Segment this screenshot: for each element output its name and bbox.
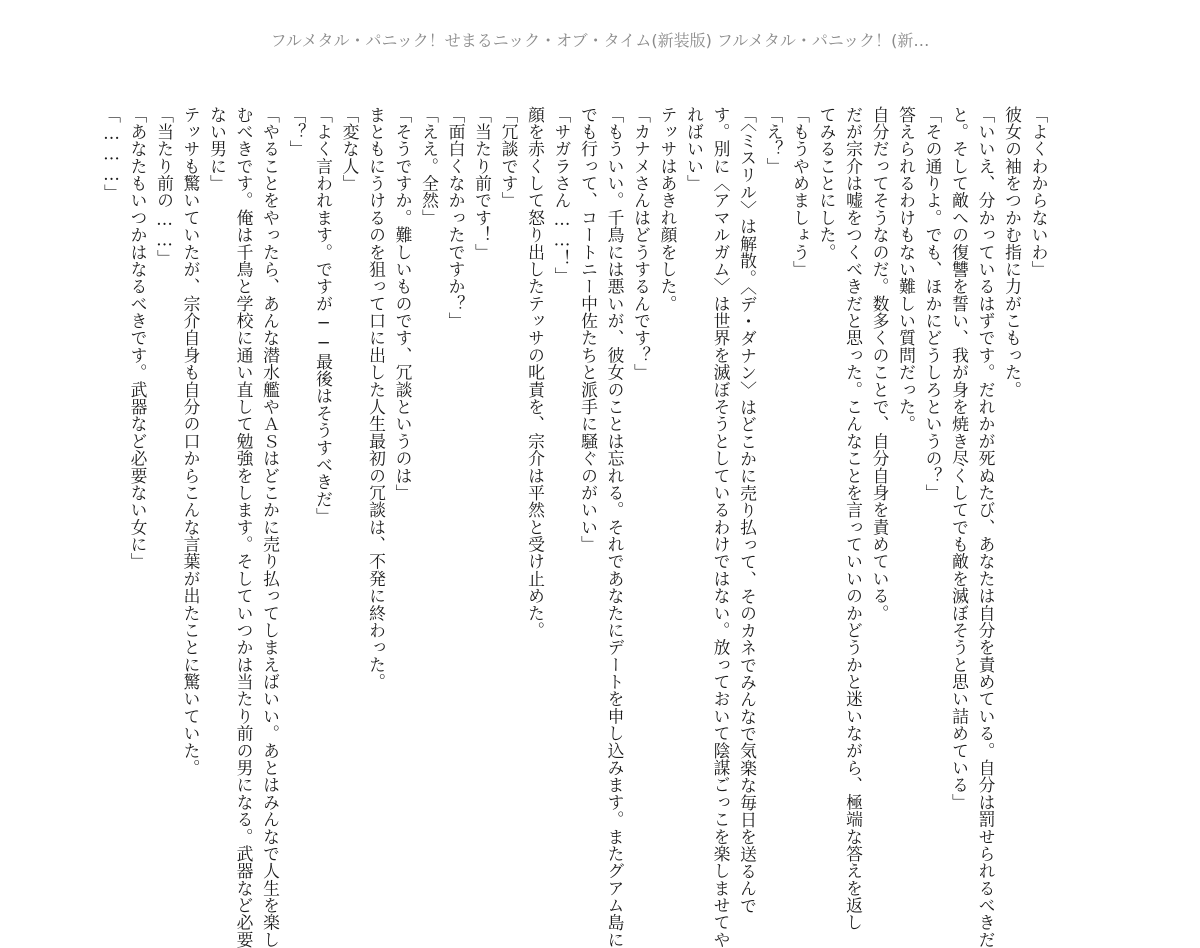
text-line: 「やることをやったら、あんな潜水艦やＡＳはどこかに売り払ってしまえばいい。あとはみんなで人生を楽し	[260, 106, 281, 948]
page-body	[101, 106, 1052, 948]
text-line: 「サガラさん……！」	[552, 106, 572, 285]
text-line: 「え？」	[764, 106, 784, 175]
text-line: 「〈ミスリル〉は解散。〈デ・ダナン〉はどこかに売り払って、そのカネでみんなで気楽な毎日を送るんで	[737, 106, 758, 915]
vertical-text-column	[101, 106, 1052, 948]
text-line: 「当たり前の……」	[154, 106, 175, 268]
text-line: テッサも驚いていたが、宗介自身も自分の口からこんな言葉が出たことに驚いていた。	[181, 106, 201, 777]
text-line: 「………」	[101, 106, 122, 202]
text-line: 「いいえ、分かっているはずです。だれかが死ぬたび、あなたは自分を責めている。自分は罰せられるべきだ	[976, 106, 996, 948]
text-line: 「ええ。全然」	[419, 106, 440, 227]
text-line: 「カナメさんはどうするんです？」	[631, 106, 652, 382]
text-line: だが宗介は嘘をつくべきだと思った。こんなことを言っていいのかどうかと迷いながら、極端な答えを返し	[843, 106, 864, 932]
text-line: と。そして敵への復讐を誓い、我が身を焼き尽くしてでも敵を滅ぼそうと思い詰めている」	[949, 106, 970, 811]
text-line: 「その通りよ。でも、ほかにどうしろというの？」	[923, 106, 943, 502]
text-line: ない男に」	[207, 106, 228, 192]
book-title-header: フルメタル・パニック！せまるニック・オブ・タイム(新装版) フルメタル・パニック！(新…	[270, 31, 930, 50]
text-line: 顔を赤くして怒り出したテッサの叱責を、宗介は平然と受け止めた。	[525, 106, 546, 639]
text-line: 「もうやめましょう」	[790, 106, 811, 278]
text-line: 「冗談です」	[499, 106, 519, 210]
text-line: テッサはあきれ顔をした。	[658, 106, 678, 313]
text-line: 自分だってそうなのだ。数多くのことで、自分自身を責めている。	[870, 106, 890, 622]
text-line: てみることにした。	[817, 106, 837, 261]
text-line: 「もういい。千鳥には悪いが、彼女のことは忘れる。それであなたにデートを申し込みます。またグアム島に	[605, 106, 625, 948]
text-line: 彼女の袖をつかむ指に力がこもった。	[1002, 106, 1023, 399]
text-line: 「あなたもいつかはなるべきです。武器など必要ない女に」	[128, 106, 148, 571]
text-line: 「面白くなかったですか？」	[446, 106, 466, 330]
text-line: ればいい」	[684, 106, 705, 192]
text-line: でも行って、コートニー中佐たちと派手に騒ぐのがいい」	[578, 106, 599, 553]
text-line: す。別に〈アマルガム〉は世界を滅ぼそうとしているわけではない。放っておいて陰謀ごっこを楽しませてや	[711, 106, 731, 948]
text-line: まともにうけるのを狙って口に出した人生最初の冗談は、不発に終わった。	[366, 106, 387, 691]
text-line: 「変な人」	[340, 106, 360, 192]
text-line: 「当たり前です！」	[472, 106, 493, 261]
text-line: 「よくわからないわ」	[1029, 106, 1049, 278]
text-line: むべきです。俺は千鳥と学校に通い直して勉強をします。そしていつかは当たり前の男になる。武器など必要	[234, 106, 254, 948]
text-line: 「？」	[287, 106, 307, 158]
text-line: 「よく言われます。ですが──最後はそうすべきだ」	[313, 106, 334, 525]
text-line: 「そうですか。難しいものです、冗談というのは」	[393, 106, 413, 502]
text-line: 答えられるわけもない難しい質問だった。	[896, 106, 917, 433]
